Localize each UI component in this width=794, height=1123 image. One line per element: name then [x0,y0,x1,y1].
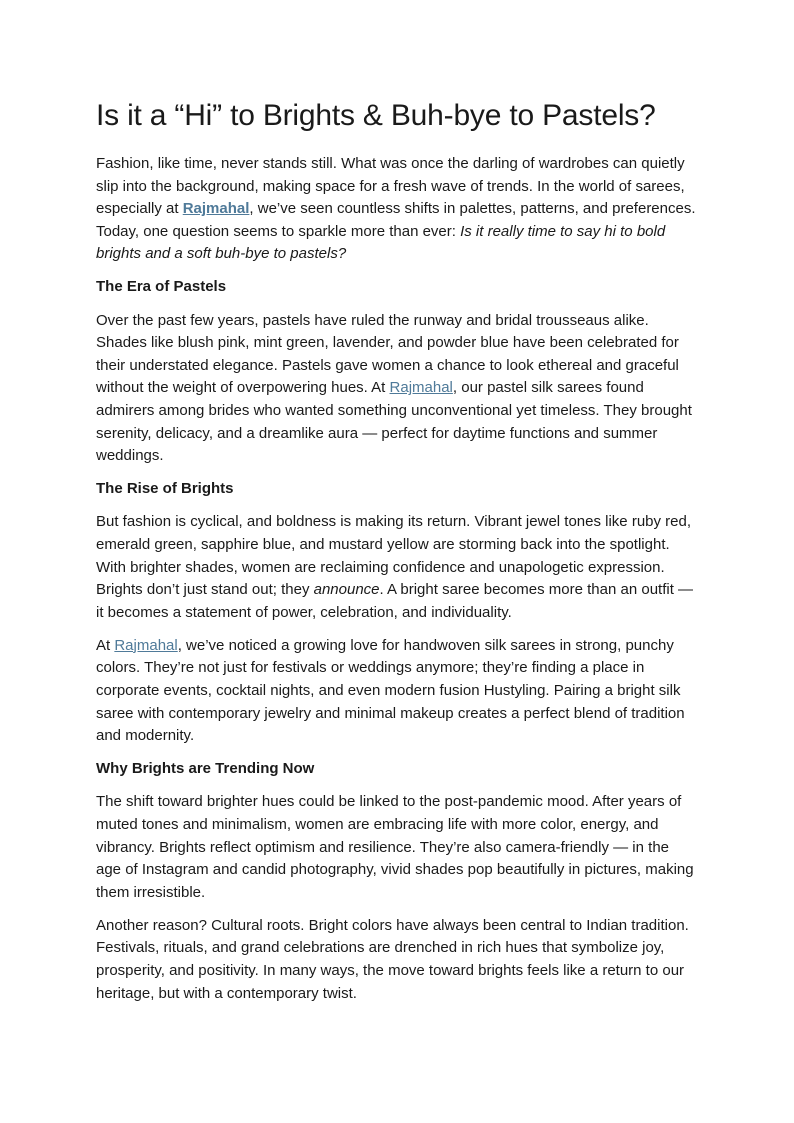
brights-paragraph-2 [96,635,698,748]
brights-p2-text-2: , we’ve noticed a growing love for handwoven silk sarees in strong, punchy colors. They’re not just for festivals or weddings anymore; they’re finding a place in corporate events, cocktail nights, and even modern fusion Hustyling. Pairing a bright silk saree with contemporary jewelry and minimal makeup creates a perfect blend of tradition and modernity. [96,636,685,745]
section-heading-brights: The Rise of Brights [96,480,234,498]
intro-text-1: Fashion, like time, never stands still. What was once the darling of wardrobes can quietly slip into the background, making space for a fresh wave of trends. In the world of sarees, especially at [96,155,685,218]
intro-question: Is it really time to say hi to bold brights and a soft buh-bye to pastels? [96,222,666,263]
pastels-text-2: , our pastel silk sarees found admirers among brides who wanted something unconventional yet timeless. They brought serenity, delicacy, and a dreamlike aura — perfect for daytime functions and summer weddings. [96,379,692,465]
trending-paragraph-1: The shift toward brighter hues could be linked to the post-pandemic mood. After years of muted tones and minimalism, women are embracing life with more color, energy, and vibrancy. Brights reflect optimism and resilience. They’re also camera-friendly — in the age of Instagram and candid photography, vivid shades pop beautifully in pictures, making them irresistible. [96,793,694,901]
intro-text-2: , we’ve seen countless shifts in palettes, patterns, and preferences. Today, one question seems to sparkle more than ever: [96,200,696,240]
section-heading-trending: Why Brights are Trending Now [96,760,315,778]
section-heading-pastels: The Era of Pastels [96,278,227,296]
brights-text-1: But fashion is cyclical, and boldness is making its return. Vibrant jewel tones like ruby red, emerald green, sapphire blue, and mustard yellow are storming back into the spotlight. With brighter shades, women are reclaiming confidence and unapologetic expression. Brights don’t just stand out; they [96,513,692,599]
article [96,96,698,1016]
page-title: Is it a “Hi” to Brights & Buh-bye to Pastels? [96,99,656,132]
rajmahal-link[interactable]: Rajmahal [114,636,178,654]
brights-p2-text-1: At [96,636,115,654]
brights-paragraph-1 [96,511,698,624]
trending-paragraph-2: Another reason? Cultural roots. Bright colors have always been central to Indian tradition. Festivals, rituals, and grand celebrations are drenched in rich hues that symbolize joy, prosperity, and positivity. In many ways, the move toward brights feels like a return to our heritage, but with a contemporary twist. [96,916,689,1002]
brights-text-2: . A bright saree becomes more than an outfit — it becomes a statement of power, celebration, and individuality. [96,581,694,621]
rajmahal-link[interactable]: Rajmahal [389,379,453,397]
announce-emphasis: announce [313,581,380,599]
pastels-paragraph [96,310,698,468]
intro-paragraph [96,153,698,266]
rajmahal-link[interactable]: Rajmahal [182,200,250,218]
pastels-text-1: Over the past few years, pastels have ruled the runway and bridal trousseaus alike. Shades like blush pink, mint green, lavender, and powder blue have been celebrated for their understated elegance. Pastels gave women a chance to look ethereal and graceful without the weight of overpowering hues. At [96,311,679,397]
